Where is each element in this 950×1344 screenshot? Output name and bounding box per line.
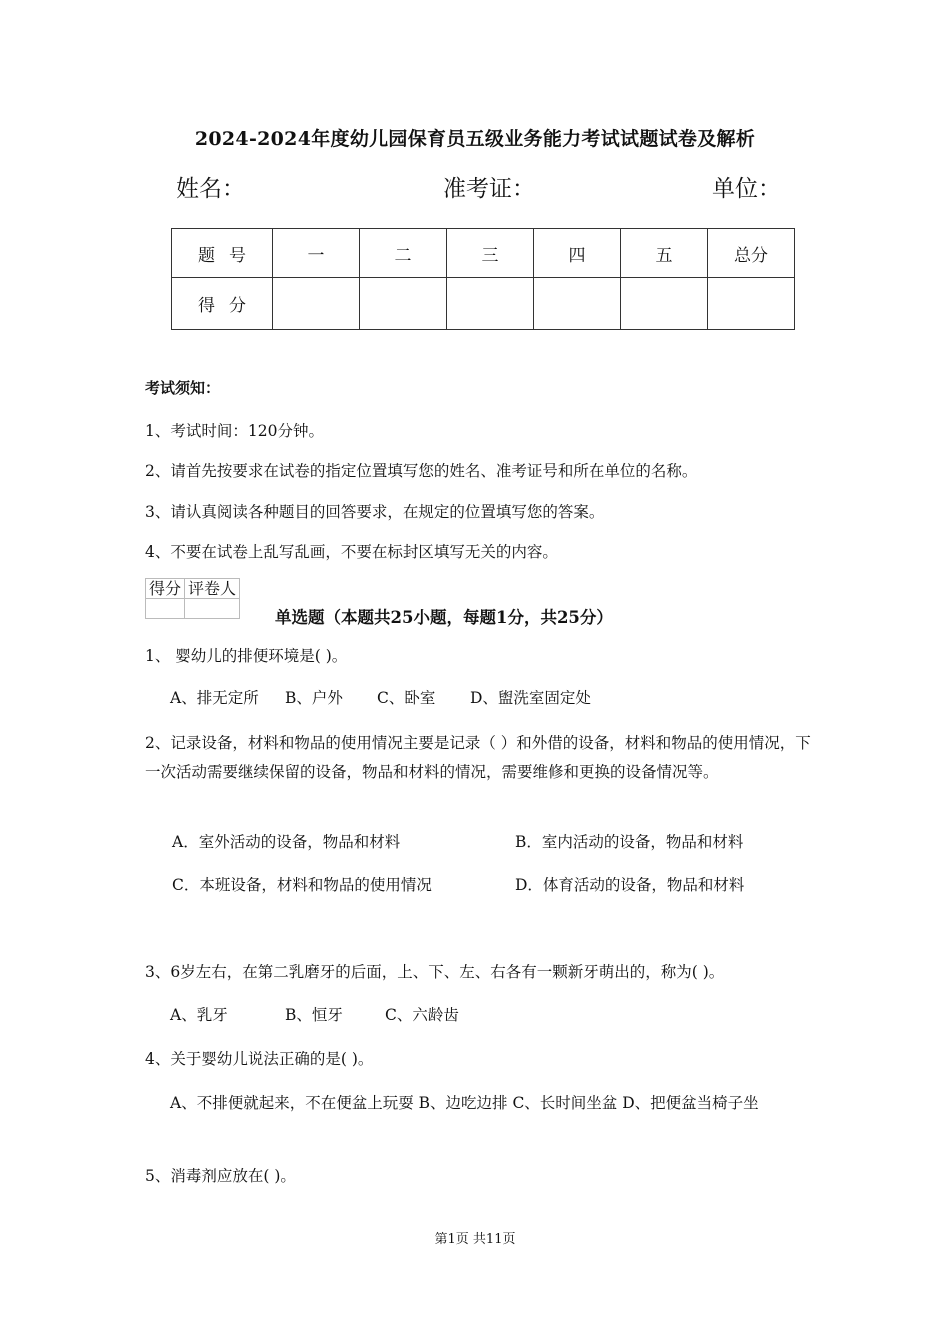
section-title: 单选题（本题共25小题，每题1分，共25分） — [275, 608, 613, 627]
question-option: C．本班设备，材料和物品的使用情况 — [172, 876, 432, 894]
question-option: D、盥洗室固定处 — [470, 689, 591, 707]
question-stem: 1、 婴幼儿的排便环境是( )。 — [145, 647, 348, 665]
question-option: A、乳牙 — [170, 1006, 228, 1024]
question-options-line: A、不排便就起来，不在便盆上玩耍 B、边吃边排 C、长时间坐盆 D、把便盆当椅子坐 — [170, 1094, 759, 1112]
score-cell-header: 五 — [621, 229, 708, 278]
score-table — [171, 228, 795, 330]
score-cell-blank[interactable] — [360, 278, 447, 330]
grader-table-blank[interactable] — [185, 599, 240, 619]
grader-table-score-label: 得分 — [146, 579, 185, 599]
question-stem: 4、关于婴幼儿说法正确的是( )。 — [145, 1050, 374, 1068]
name-field-label: 姓名： — [176, 176, 245, 202]
question-option: D．体育活动的设备，物品和材料 — [515, 876, 745, 894]
notice-item: 4、不要在试卷上乱写乱画，不要在标封区填写无关的内容。 — [145, 543, 558, 561]
score-cell-blank[interactable] — [447, 278, 534, 330]
score-cell-blank[interactable] — [708, 278, 795, 330]
exam-id-field-label: 准考证： — [443, 176, 535, 202]
score-table-score-row — [172, 278, 795, 330]
unit-field-label: 单位： — [712, 176, 781, 202]
score-cell-header: 二 — [360, 229, 447, 278]
question-option: C、卧室 — [377, 689, 436, 707]
grader-table — [145, 578, 240, 619]
notice-item: 2、请首先按要求在试卷的指定位置填写您的姓名、准考证号和所在单位的名称。 — [145, 462, 698, 480]
score-cell-header: 总分 — [708, 229, 795, 278]
question-option: B、恒牙 — [285, 1006, 343, 1024]
score-cell-question-no: 题号 — [172, 229, 273, 278]
question-stem: 5、消毒剂应放在( )。 — [145, 1167, 296, 1185]
question-stem: 2、记录设备，材料和物品的使用情况主要是记录（ ）和外借的设备，材料和物品的使用情况，下一次活动需要继续保留的设备，物品和材料的情况，需要维修和更换的设备情况等。 — [145, 734, 811, 781]
score-cell-header: 一 — [273, 229, 360, 278]
score-cell-blank[interactable] — [534, 278, 621, 330]
question-option: B．室内活动的设备，物品和材料 — [515, 833, 744, 851]
notice-heading: 考试须知： — [145, 379, 221, 397]
question-option: C、六龄齿 — [385, 1006, 459, 1024]
question-stem: 3、6岁左右，在第二乳磨牙的后面，上、下、左、右各有一颗新牙萌出的，称为( )。 — [145, 963, 725, 981]
question-option: A、排无定所 — [170, 689, 259, 707]
notice-item: 3、请认真阅读各种题目的回答要求，在规定的位置填写您的答案。 — [145, 503, 605, 521]
question-option: A．室外活动的设备，物品和材料 — [172, 833, 401, 851]
grader-table-grader-label: 评卷人 — [185, 579, 240, 599]
score-cell-label: 得分 — [172, 278, 273, 330]
score-cell-header: 四 — [534, 229, 621, 278]
score-cell-blank[interactable] — [273, 278, 360, 330]
score-table-header-row — [172, 229, 795, 278]
grader-table-blank[interactable] — [146, 599, 185, 619]
score-cell-blank[interactable] — [621, 278, 708, 330]
notice-item: 1、考试时间：120分钟。 — [145, 422, 324, 440]
question-option: B、户外 — [285, 689, 343, 707]
page-footer: 第1页 共11页 — [434, 1232, 516, 1247]
document-title: 2024-2024年度幼儿园保育员五级业务能力考试试题试卷及解析 — [194, 128, 756, 150]
score-cell-header: 三 — [447, 229, 534, 278]
